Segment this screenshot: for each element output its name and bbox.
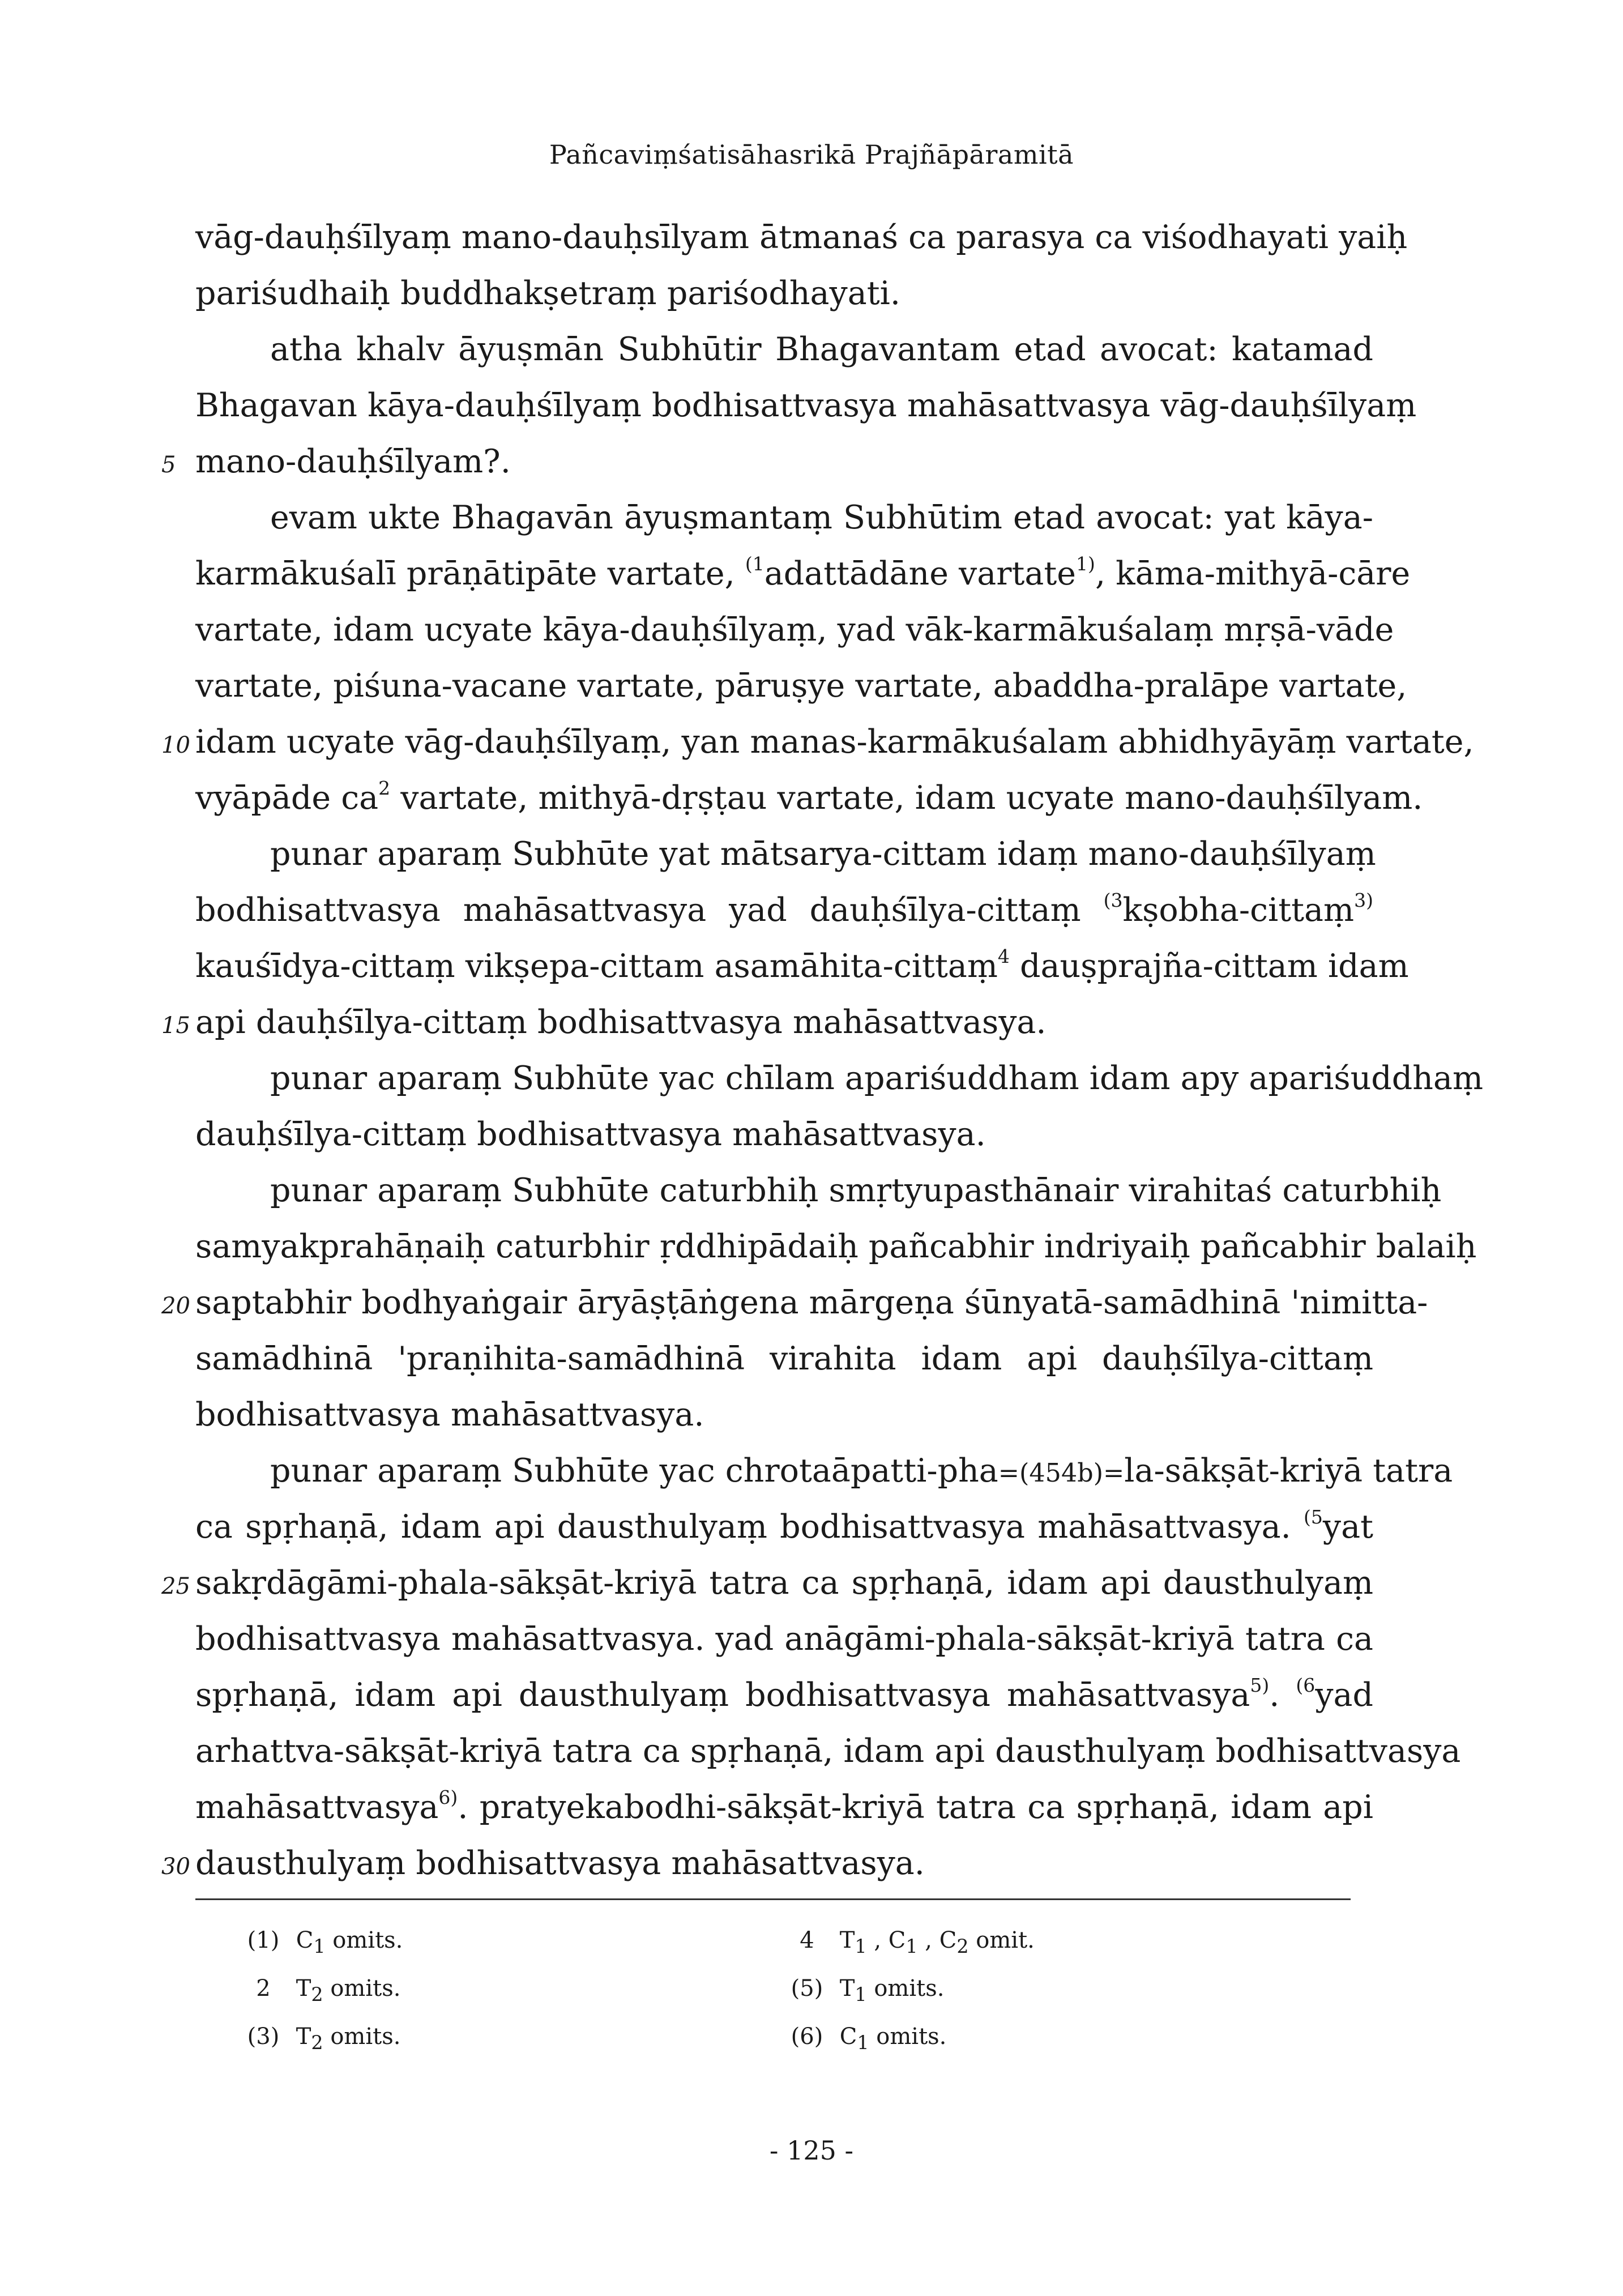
text-line xyxy=(161,434,1373,490)
footnote-text: $T_1$ omits. xyxy=(832,1975,945,2005)
line-text: bodhisattvasya mahāsattvasya. yad anāgāmi-phala-sākṣāt-kriyā tatra ca xyxy=(195,1620,1373,1658)
footnote-marker: 4 xyxy=(800,1927,814,1953)
footnote xyxy=(238,1971,781,2012)
footnote-rule xyxy=(195,1898,1351,1900)
footnote-text: $T_1$ , $C_1$ , $C_2$ omit. xyxy=(832,1927,1035,1957)
text-line xyxy=(195,210,1408,266)
text-line xyxy=(195,826,1376,882)
text-line xyxy=(195,266,1373,322)
line-text: dauḥśīlya-cittaṃ bodhisattvasya mahāsattvasya. xyxy=(195,1116,986,1153)
line-text: kauśīdya-cittaṃ vikṣepa-cittam asamāhita-cittaṃ$^4$ dauṣprajña-cittam idam xyxy=(195,945,1409,985)
line-number: 10 xyxy=(161,732,190,758)
footnote xyxy=(238,2019,781,2060)
text-line xyxy=(195,322,1373,378)
footnote-marker: 2 xyxy=(256,1975,271,2001)
line-text: sakṛdāgāmi-phala-sākṣāt-kriyā tatra ca spṛhaṇā, idam api dausthulyaṃ xyxy=(195,1564,1373,1602)
text-line xyxy=(195,1107,1373,1163)
line-number: 20 xyxy=(161,1293,190,1319)
line-text: idam ucyate vāg-dauḥśīlyaṃ, yan manas-karmākuśalam abhidhyāyāṃ vartate, xyxy=(195,723,1474,761)
footnotes xyxy=(238,1923,1087,2060)
text-line xyxy=(195,1667,1373,1723)
line-text: api dauḥśīlya-cittaṃ bodhisattvasya mahāsattvasya. xyxy=(195,1004,1047,1041)
line-number: 30 xyxy=(161,1854,190,1880)
body-text xyxy=(161,210,1484,1892)
footnote xyxy=(781,1923,1087,1964)
line-text: samyakprahāṇaiḥ caturbhir ṛddhipādaiḥ pañcabhir indriyaiḥ pañcabhir balaiḥ xyxy=(195,1228,1477,1265)
line-number: 5 xyxy=(161,452,176,478)
text-line xyxy=(161,1555,1373,1611)
footnote-marker: (3) xyxy=(247,2024,280,2050)
text-line xyxy=(195,1331,1373,1387)
footnote-marker: (5) xyxy=(791,1975,823,2001)
text-line xyxy=(195,378,1417,434)
line-text: samādhinā 'praṇihita-samādhinā virahita idam api dauḥśīlya-cittaṃ xyxy=(195,1340,1373,1377)
line-text: vartate, idam ucyate kāya-dauḥśīlyaṃ, yad vāk-karmākuśalaṃ mṛṣā-vāde xyxy=(195,611,1394,648)
text-line xyxy=(195,602,1394,658)
line-text: punar aparaṃ Subhūte yac chrotaāpatti-pha=(454b)=la-sākṣāt-kriyā tatra xyxy=(270,1452,1453,1490)
running-header: Pañcaviṃśatisāhasrikā Prajñāpāramitā xyxy=(549,139,1074,170)
line-text: mahāsattvasya$^{6)}$. pratyekabodhi-sākṣāt-kriyā tatra ca spṛhaṇā, idam api xyxy=(195,1786,1373,1826)
text-line xyxy=(195,658,1407,714)
footnote-text: $T_2$ omits. xyxy=(289,2024,401,2054)
line-number: 25 xyxy=(161,1573,190,1599)
text-line xyxy=(195,1779,1373,1836)
text-line xyxy=(195,882,1373,938)
line-text: karmākuśalī prāṇātipāte vartate, $^{(1}$adattādāne vartate$^{1)}$, kāma-mithyā-cāre xyxy=(195,553,1411,592)
footnote-marker: (6) xyxy=(791,2024,823,2050)
line-text: arhattva-sākṣāt-kriyā tatra ca spṛhaṇā, idam api dausthulyaṃ bodhisattvasya xyxy=(195,1732,1461,1770)
line-text: punar aparaṃ Subhūte caturbhiḥ smṛtyupasthānair virahitaś caturbhiḥ xyxy=(270,1172,1442,1209)
footnote-marker: (1) xyxy=(247,1927,280,1953)
line-text: ca spṛhaṇā, idam api dausthulyaṃ bodhisattvasya mahāsattvasya. $^{(5}$yat xyxy=(195,1506,1373,1546)
footnote-text: $C_1$ omits. xyxy=(832,2024,947,2054)
line-text: dausthulyaṃ bodhisattvasya mahāsattvasya. xyxy=(195,1845,925,1882)
text-line xyxy=(195,1219,1477,1275)
footnote xyxy=(238,1923,781,1964)
line-text: Bhagavan kāya-dauḥśīlyaṃ bodhisattvasya mahāsattvasya vāg-dauḥśīlyaṃ xyxy=(195,387,1417,424)
line-number: 15 xyxy=(161,1013,190,1039)
line-text: bodhisattvasya mahāsattvasya. xyxy=(195,1396,704,1433)
line-text: spṛhaṇā, idam api dausthulyaṃ bodhisattvasya mahāsattvasya$^{5)}$. $^{(6}$yad xyxy=(195,1674,1373,1714)
line-text: pariśudhaiḥ buddhakṣetraṃ pariśodhayati. xyxy=(195,275,900,312)
line-text: vyāpāde $ca^2$ vartate, mithyā-dṛṣṭau vartate, idam ucyate mano-dauḥśīlyam. xyxy=(195,777,1423,817)
line-text: punar aparaṃ Subhūte yac chīlam apariśuddham idam apy apariśuddhaṃ xyxy=(270,1060,1484,1097)
text-line xyxy=(195,1443,1453,1499)
footnote-text: $C_1$ omits. xyxy=(289,1927,403,1957)
text-line xyxy=(195,490,1373,546)
line-text: saptabhir bodhyaṅgair āryāṣṭāṅgena mārgeṇa śūnyatā-samādhinā 'nimitta- xyxy=(195,1284,1428,1321)
text-line xyxy=(195,1499,1373,1555)
text-line xyxy=(161,995,1373,1051)
footnote xyxy=(781,2019,1087,2060)
line-text: vāg-dauḥśīlyaṃ mano-dauḥsīlyam ātmanaś ca parasya ca viśodhayati yaiḥ xyxy=(195,219,1408,256)
text-line xyxy=(195,1723,1461,1779)
text-line xyxy=(195,1611,1373,1667)
footnote-text: $T_2$ omits. xyxy=(289,1975,401,2005)
text-line xyxy=(195,546,1411,602)
line-text: bodhisattvasya mahāsattvasya yad dauḥśīlya-cittaṃ $^{(3}$kṣobha-cittaṃ$^{3)}$ xyxy=(195,889,1373,929)
line-text: vartate, piśuna-vacane vartate, pāruṣye vartate, abaddha-pralāpe vartate, xyxy=(195,667,1407,705)
line-text: evam ukte Bhagavān āyuṣmantaṃ Subhūtim etad avocat: yat kāya- xyxy=(270,499,1373,536)
text-line xyxy=(161,1836,1373,1892)
text-line xyxy=(195,938,1409,995)
text-line xyxy=(195,1387,1373,1443)
text-line xyxy=(195,770,1423,826)
text-line xyxy=(161,714,1474,770)
page-number: - 125 - xyxy=(769,2135,854,2166)
line-text: punar aparaṃ Subhūte yat mātsarya-cittam idaṃ mano-dauḥśīlyaṃ xyxy=(270,835,1376,873)
text-line xyxy=(195,1051,1484,1107)
text-line xyxy=(195,1163,1442,1219)
line-text: atha khalv āyuṣmān Subhūtir Bhagavantam etad avocat: katamad xyxy=(270,331,1373,368)
line-text: mano-dauḥśīlyam?. xyxy=(195,443,511,480)
footnote xyxy=(781,1971,1087,2012)
text-line xyxy=(161,1275,1428,1331)
